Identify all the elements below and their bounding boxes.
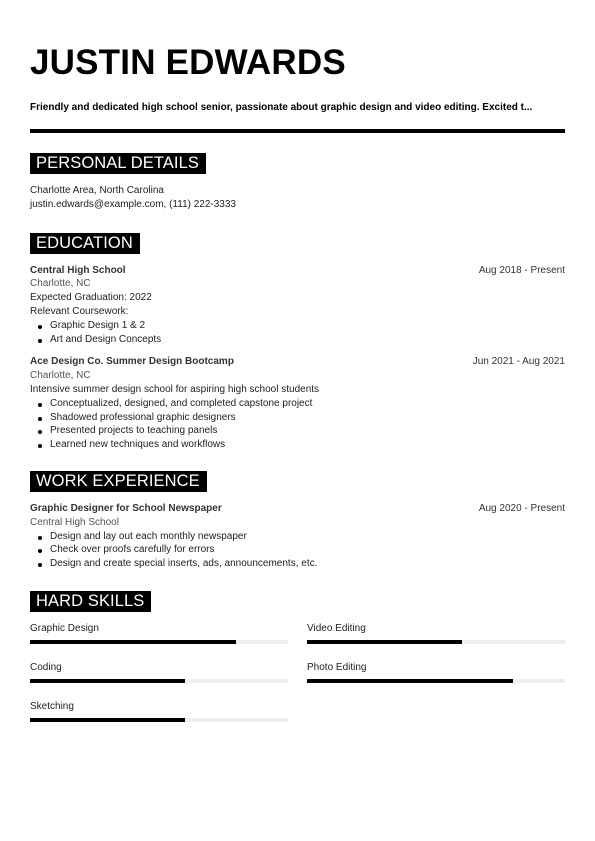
bullet-item: Design and create special inserts, ads, announcements, etc.: [30, 557, 565, 571]
entry-title: Ace Design Co. Summer Design Bootcamp: [30, 356, 234, 368]
skills-grid: [30, 622, 565, 722]
skill-level-fill: [30, 679, 185, 683]
section-title-education: EDUCATION: [30, 233, 140, 254]
work-entry: [30, 502, 565, 571]
bullet-item: Learned new techniques and workflows: [30, 438, 565, 452]
skill-level-fill: [307, 640, 462, 644]
entry-title: Central High School: [30, 264, 126, 276]
work-experience-section: [30, 471, 565, 571]
skill-item: [307, 622, 565, 644]
skill-level-bar: [307, 679, 565, 683]
section-title-hard-skills: HARD SKILLS: [30, 591, 151, 612]
bullet-item: Conceptualized, designed, and completed capstone project: [30, 397, 565, 411]
bullet-item: Presented projects to teaching panels: [30, 424, 565, 438]
skill-level-fill: [30, 640, 236, 644]
candidate-name: JUSTIN EDWARDS: [30, 43, 346, 82]
skill-name: Sketching: [30, 700, 74, 712]
entry-location: Charlotte, NC: [30, 278, 91, 290]
skill-name: Graphic Design: [30, 622, 99, 634]
skill-item: [30, 622, 288, 644]
skill-level-bar: [30, 679, 288, 683]
skill-name: Video Editing: [307, 622, 366, 634]
location-text: Charlotte Area, North Carolina: [30, 185, 164, 196]
skill-level-fill: [30, 718, 185, 722]
section-title-work-experience: WORK EXPERIENCE: [30, 471, 207, 492]
bullet-item: Design and lay out each monthly newspaper: [30, 530, 565, 544]
bullet-list: [30, 397, 565, 452]
skill-name: Photo Editing: [307, 661, 367, 673]
entry-organization: Central High School: [30, 516, 119, 528]
skill-level-bar: [30, 640, 288, 644]
entry-line: Intensive summer design school for aspiring high school students: [30, 383, 320, 395]
skill-level-bar: [307, 640, 565, 644]
education-entry: [30, 264, 565, 347]
entry-date: Aug 2020 - Present: [478, 502, 565, 514]
entry-location: Charlotte, NC: [30, 370, 91, 382]
contact-text: justin.edwards@example.com, (111) 222-3333: [30, 198, 236, 210]
bullet-list: [30, 319, 565, 347]
bullet-item: Graphic Design 1 & 2: [30, 319, 565, 333]
header-divider: [30, 129, 565, 133]
education-entry: [30, 355, 565, 452]
entry-date: Aug 2018 - Present: [478, 264, 565, 276]
personal-details-section: [30, 153, 565, 212]
skill-level-bar: [30, 718, 288, 722]
bullet-item: Art and Design Concepts: [30, 333, 565, 347]
section-title-personal-details: PERSONAL DETAILS: [30, 153, 206, 174]
education-section: [30, 233, 565, 452]
skill-level-fill: [307, 679, 513, 683]
skill-name: Coding: [30, 661, 62, 673]
bullet-list: [30, 530, 565, 571]
bullet-item: Check over proofs carefully for errors: [30, 543, 565, 557]
entry-line: Expected Graduation: 2022: [30, 292, 152, 304]
skill-item: [30, 661, 288, 683]
entry-date: Jun 2021 - Aug 2021: [472, 356, 565, 368]
hard-skills-section: [30, 591, 565, 722]
entry-title: Graphic Designer for School Newspaper: [30, 502, 222, 514]
skill-item: [307, 661, 565, 683]
bullet-item: Shadowed professional graphic designers: [30, 411, 565, 425]
skill-item: [30, 700, 288, 722]
summary-text: Friendly and dedicated high school senior, passionate about graphic design and video editing. Excited t...: [30, 102, 533, 113]
entry-line: Relevant Coursework:: [30, 305, 129, 317]
